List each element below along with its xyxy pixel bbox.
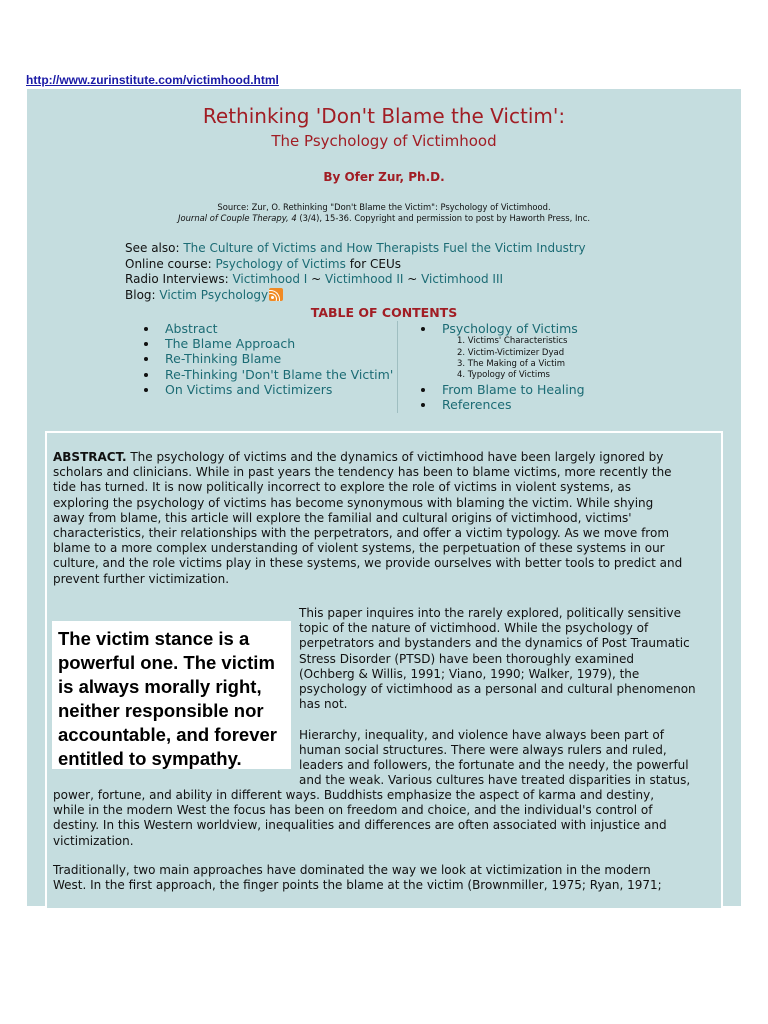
- intro-line: psychology of victimhood as a personal and cultural phenomenon: [299, 682, 696, 697]
- abstract-line: culture, and the role victims play in these systems, we provide ourselves with better tools to predict and: [53, 556, 683, 571]
- toc-item-blame-approach[interactable]: The Blame Approach: [142, 336, 393, 351]
- intro-paragraph: [299, 606, 717, 788]
- radio-label: Radio Interviews:: [125, 272, 233, 286]
- see-also-link[interactable]: The Culture of Victims and How Therapists Fuel the Victim Industry: [183, 241, 586, 255]
- radio-link-victimhood-1[interactable]: Victimhood I: [232, 272, 308, 286]
- toc-item-blame-to-healing[interactable]: From Blame to Healing: [419, 382, 585, 397]
- intro-line: has not.: [299, 697, 348, 712]
- abstract-line: blame to a more complex understanding of violent systems, the perpetuation of these systems in our: [53, 541, 665, 556]
- hierarchy-line: while in the modern West the focus has been on freedom and choice, and the individual's control of: [53, 803, 653, 818]
- toc-sub-item: 1. Victims' Characteristics: [457, 336, 568, 347]
- abstract-label: ABSTRACT.: [53, 450, 127, 464]
- toc-item-rethinking-dont-blame[interactable]: Re-Thinking 'Don't Blame the Victim': [142, 367, 393, 382]
- blog-row: [125, 288, 586, 304]
- hierarchy-paragraph-continued: [53, 788, 719, 849]
- toc-left-column: [142, 321, 393, 397]
- toc-item-victims-and-victimizers[interactable]: On Victims and Victimizers: [142, 382, 393, 397]
- abstract-line: The psychology of victims and the dynamics of victimhood have been largely ignored by: [126, 450, 664, 464]
- toc-item-psychology-of-victims[interactable]: Psychology of Victims: [419, 321, 585, 336]
- toc-item-abstract[interactable]: Abstract: [142, 321, 393, 336]
- online-course-row: [125, 257, 586, 273]
- intro-line: (Ochberg & Willis, 1991; Viano, 1990; Walker, 1979), the: [299, 666, 640, 681]
- radio-interviews-row: [125, 272, 586, 288]
- journal-name: Journal of Couple Therapy, 4: [177, 213, 297, 223]
- abstract-line: scholars and clinicians. While in past years the tendency has been to blame victims, more recently the: [53, 465, 672, 480]
- toc-sub-item: 4. Typology of Victims: [457, 370, 550, 381]
- intro-line: This paper inquires into the rarely explored, politically sensitive: [299, 606, 681, 620]
- traditional-paragraph: [53, 863, 719, 893]
- source-line-1: Source: Zur, O. Rethinking "Don't Blame the Victim": Psychology of Victimhood.: [217, 202, 551, 212]
- traditional-line: West. In the first approach, the finger points the blame at the victim (Brownmiller, 1975; Ryan, 1971;: [53, 878, 662, 893]
- hierarchy-line: Hierarchy, inequality, and violence have always been part of: [299, 727, 664, 742]
- hierarchy-line: destiny. In this Western worldview, inequalities and differences are often associated with injustice and: [53, 818, 667, 833]
- see-also-row: [125, 241, 586, 257]
- radio-separator: ~: [307, 272, 326, 286]
- hierarchy-line: and the weak. Various cultures have treated disparities in status,: [299, 773, 691, 788]
- source-line-2: [27, 213, 741, 224]
- intro-line: perpetrators and bystanders and the dynamics of Post Traumatic: [299, 636, 690, 651]
- abstract-line: exploring the psychology of victims has become synonymous with blaming the victim. While shying: [53, 495, 654, 510]
- abstract-paragraph: [53, 450, 719, 587]
- related-links: [125, 241, 586, 303]
- article-subtitle: The Psychology of Victimhood: [271, 132, 497, 150]
- article-page: [27, 89, 741, 906]
- online-course-label: Online course:: [125, 256, 216, 271]
- online-course-suffix: for CEUs: [345, 256, 401, 271]
- radio-link-victimhood-2[interactable]: Victimhood II: [325, 272, 404, 286]
- hierarchy-line: power, fortune, and ability in different ways. Buddhists emphasize the aspect of karma and destiny,: [53, 788, 655, 802]
- rss-icon[interactable]: [269, 288, 283, 301]
- traditional-line: Traditionally, two main approaches have dominated the way we look at victimization in the modern: [53, 863, 651, 877]
- toc-item-references[interactable]: References: [419, 397, 585, 412]
- abstract-line: away from blame, this article will explore the familial and cultural origins of victimhood, victims': [53, 510, 632, 525]
- blog-link[interactable]: Victim Psychology: [159, 287, 269, 302]
- toc-right-column: [419, 321, 585, 412]
- source-line-2-rest: (3/4), 15-36. Copyright and permission to post by Haworth Press, Inc.: [296, 213, 590, 223]
- pull-quote-box: [52, 621, 291, 769]
- see-also-label: See also:: [125, 241, 184, 255]
- abstract-line: tide has turned. It is now politically incorrect to explore the role of victims in violent systems, as: [53, 480, 631, 495]
- toc-sub-item: 3. The Making of a Victim: [457, 359, 566, 370]
- toc-title: TABLE OF CONTENTS: [310, 305, 458, 320]
- source-citation: [27, 202, 741, 224]
- hierarchy-line: human social structures. There were always rulers and ruled,: [299, 742, 667, 757]
- page-url-link[interactable]: http://www.zurinstitute.com/victimhood.html: [26, 73, 279, 87]
- toc-divider: [397, 321, 398, 413]
- abstract-line: characteristics, their relationships with the perpetrators, and offer a victim typology. As we move from: [53, 526, 670, 541]
- toc-item-rethinking-blame[interactable]: Re-Thinking Blame: [142, 351, 393, 366]
- blog-label: Blog:: [125, 287, 160, 302]
- radio-separator: ~: [403, 272, 422, 286]
- abstract-line: prevent further victimization.: [53, 571, 230, 586]
- pull-quote: The victim stance is a powerful one. The victim is always morally right, neither responsible nor accountable, and forever entitled to sympathy.: [58, 628, 277, 769]
- online-course-link[interactable]: Psychology of Victims: [215, 256, 346, 271]
- article-body: [45, 431, 723, 908]
- radio-link-victimhood-3[interactable]: Victimhood III: [421, 272, 504, 286]
- intro-line: topic of the nature of victimhood. While the psychology of: [299, 621, 649, 636]
- hierarchy-line: leaders and followers, the fortunate and the needy, the powerful: [299, 758, 689, 773]
- intro-line: Stress Disorder (PTSD) have been thoroughly examined: [299, 651, 634, 666]
- article-title: Rethinking 'Don't Blame the Victim':: [202, 104, 566, 128]
- hierarchy-line: victimization.: [53, 833, 134, 848]
- toc-sub-list: [419, 336, 585, 382]
- toc-sub-item: 2. Victim-Victimizer Dyad: [457, 347, 565, 358]
- author-byline: By Ofer Zur, Ph.D.: [323, 170, 445, 184]
